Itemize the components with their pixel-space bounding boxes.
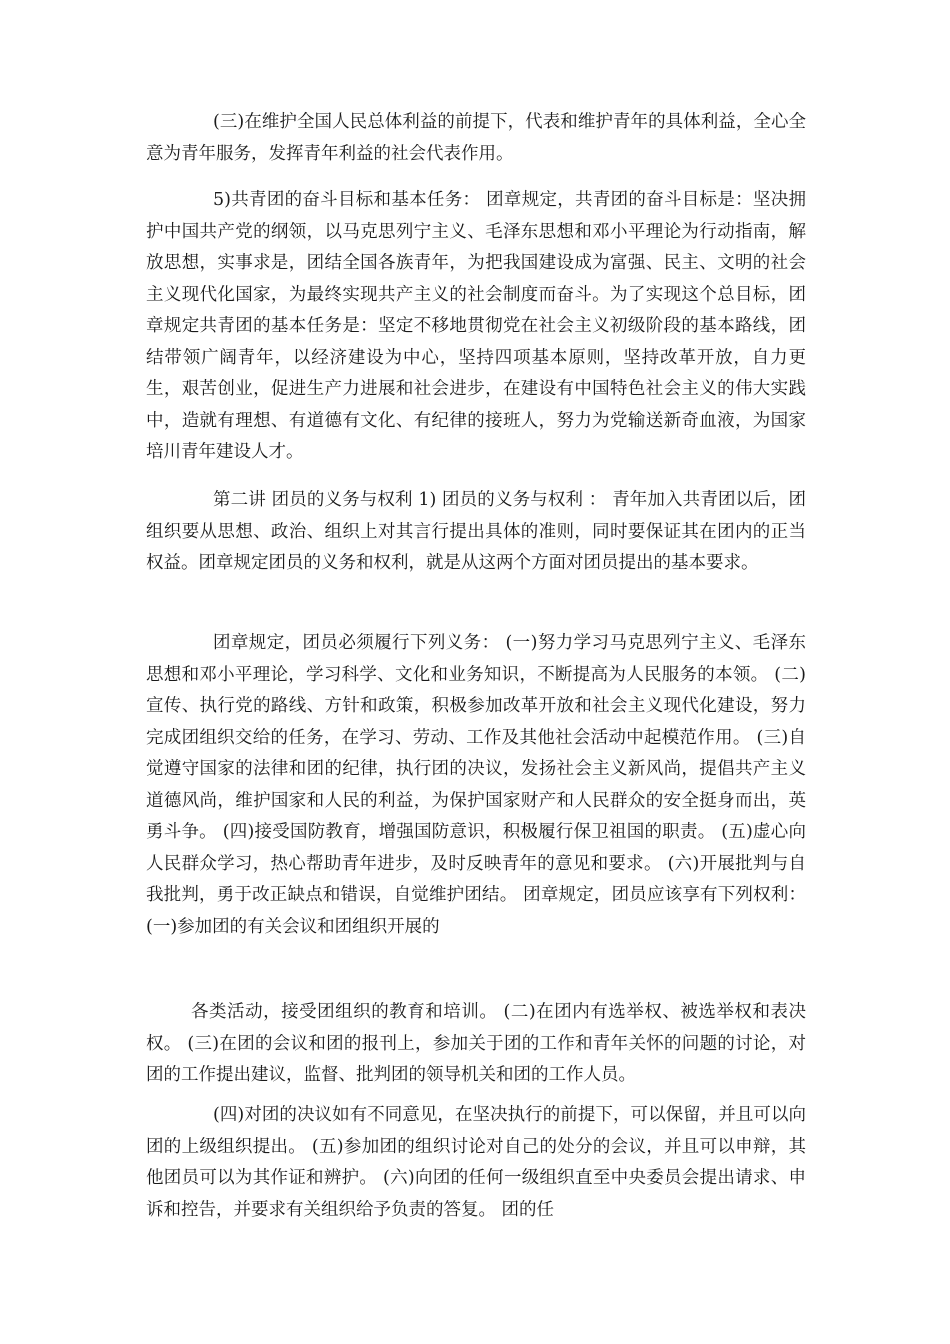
paragraph-league-goals-tasks: 5)共青团的奋斗目标和基本任务： 团章规定，共青团的奋斗目标是：坚决拥护中国共产党的纲领，以马克思列宁主义、毛泽东思想和邓小平理论为行动指南，解放思想，实事求是，团结全国各族青年，为把我国建设成为富强、民主、文明的社会主义现代化国家，为最终实现共产主义的社会制度而奋斗。为了实现这个总目标，团章规定共青团的基本任务是：坚定不移地贯彻党在社会主义初级阶段的基本路线，团结带领广阔青年，以经济建设为中心，坚持四项基本原则，坚持改革开放，自力更生，艰苦创业，促进生产力进展和社会进步，在建设有中国特色社会主义的伟大实践中，造就有理想、有道德有文化、有纪律的接班人，努力为党输送新奇血液，为国家培川青年建设人才。 <box>146 190 806 462</box>
paragraph-lecture-two-intro: 第二讲 团员的义务与权利 1) 团员的义务与权利 ： 青年加入共青团以后，团组织要从思想、政治、组织上对其言行提出具体的准则，同时要保证其在团内的正当权益。团章规定团员的义务和权利，就是从这两个方面对团员提出的基本要求。 <box>146 490 806 573</box>
paragraph-member-rights-continued: 各类活动，接受团组织的教育和培训。 (二)在团内有选举权、被选举权和表决权。 (三)在团的会议和团的报刊上，参加关于团的工作和青年关怀的问题的讨论，对团的工作提出建议，监督、批判团的领导机关和团的工作人员。 <box>146 1002 806 1085</box>
paragraph-member-obligations: 团章规定，团员必须履行下列义务： (一)努力学习马克思列宁主义、毛泽东思想和邓小平理论，学习科学、文化和业务知识，不断提高为人民服务的本领。 (二)宣传、执行党的路线、方针和政策，积极参加改革开放和社会主义现代化建设，努力完成团组织交给的任务，在学习、劳动、工作及其他社会活动中起模范作用。 (三)自觉遵守国家的法律和团的纪律，执行团的决议，发扬社会主义新风尚，提倡共产主义道德风尚，维护国家和人民的利益，为保护国家财产和人民群众的安全挺身而出，英勇斗争。 (四)接受国防教育，增强国防意识，积极履行保卫祖国的职责。 (五)虚心向人民群众学习，热心帮助青年进步，及时反映青年的意见和要求。 (六)开展批判与自我批判，勇于改正缺点和错误，自觉维护团结。 团章规定，团员应该享有下列权利： (一)参加团的有关会议和团组织开展的 <box>146 633 806 937</box>
paragraph-member-rights-more: (四)对团的决议如有不同意见，在坚决执行的前提下，可以保留，并且可以向团的上级组织提出。 (五)参加团的组织讨论对自己的处分的会议，并且可以申辩，其他团员可以为其作证和辨护。 (六)向团的任何一级组织直至中央委员会提出请求、申诉和控告，并要求有关组织给予负责的答复。 团的任 <box>146 1105 806 1220</box>
paragraph-league-representation: (三)在维护全国人民总体利益的前提下，代表和维护青年的具体利益，全心全意为青年服务，发挥青年利益的社会代表作用。 <box>146 112 806 164</box>
